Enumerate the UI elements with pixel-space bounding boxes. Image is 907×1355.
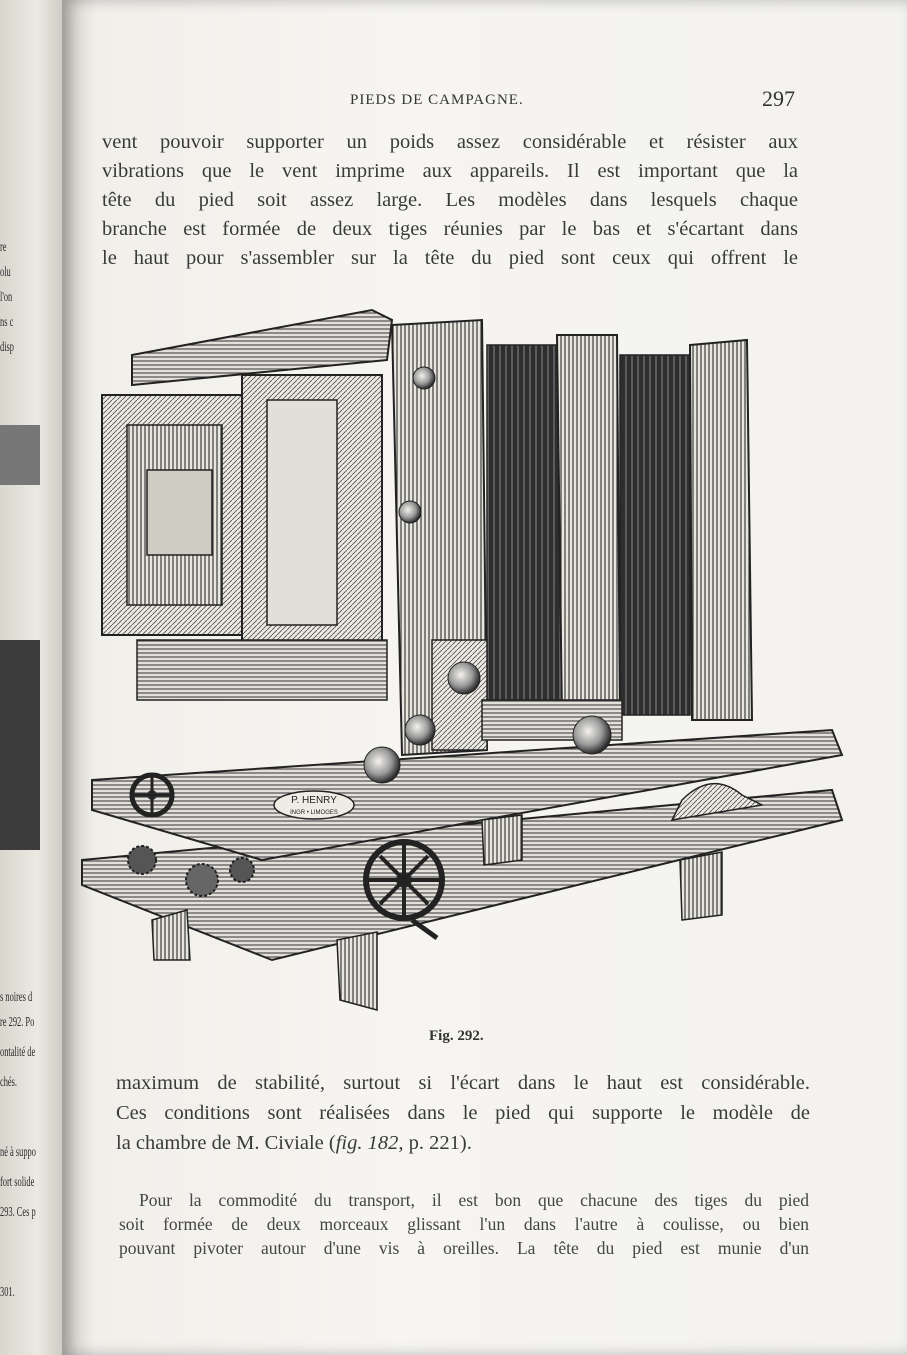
facing-text-fragment: 293. Ces p: [0, 1205, 36, 1220]
facing-illustration: [0, 425, 40, 485]
text-line: Ces conditions sont réalisées dans le pied qui supporte le modèle de: [116, 1102, 810, 1124]
facing-page-edge: [0, 0, 62, 1355]
facing-text-fragment: s noires d: [0, 990, 33, 1005]
rear-frame-top: [132, 310, 392, 385]
stand-leg: [482, 815, 522, 865]
text-line: vibrations que le vent imprime aux appareils. Il est important que la: [102, 160, 798, 182]
page-number: 297: [762, 86, 795, 111]
bellows: [620, 355, 690, 715]
paragraph-middle: [116, 1068, 810, 1158]
maker-plate: [274, 791, 354, 819]
facing-text-fragment: re 292. Po: [0, 1015, 35, 1030]
knob: [413, 367, 435, 389]
knob: [573, 716, 611, 754]
facing-text-fragment: disp: [0, 340, 15, 355]
text-line: vent pouvoir supporter un poids assez considérable et résister aux: [102, 131, 798, 153]
ground-glass: [267, 400, 337, 625]
knob: [364, 747, 400, 783]
front-frame: [690, 340, 752, 720]
facing-text-fragment: ontalité de: [0, 1045, 36, 1060]
facing-text-fragment: fort solide: [0, 1175, 35, 1190]
maker-plate-text: P. HENRY: [291, 795, 337, 806]
camera-engraving: [72, 300, 862, 1030]
text-line: pouvant pivoter autour d'une vis à oreilles. La tête du pied est munie d'un: [119, 1238, 809, 1258]
knob: [405, 715, 435, 745]
facing-text-fragment: l'on: [0, 290, 13, 305]
text-line: [116, 1128, 810, 1158]
knob: [399, 501, 421, 523]
maker-plate-subtext: INGR • LIMOGES: [290, 810, 338, 816]
facing-text-fragment: 301.: [0, 1285, 15, 1300]
middle-standard: [557, 335, 620, 720]
stand-leg: [152, 910, 190, 960]
stand-leg: [680, 852, 722, 920]
knob: [448, 662, 480, 694]
facing-text-fragment: re: [0, 240, 7, 255]
text-line: tête du pied soit assez large. Les modèles dans lesquels chaque: [102, 189, 798, 211]
stand-leg: [337, 932, 377, 1010]
running-title: PIEDS DE CAMPAGNE.: [350, 92, 524, 108]
figure-caption: Fig. 292.: [429, 1028, 484, 1044]
facing-text-fragment: olu: [0, 265, 11, 280]
text-line: le haut pour s'assembler sur la tête du pied sont ceux qui offrent le: [102, 247, 798, 269]
figure-reference: fig. 182: [335, 1132, 399, 1154]
text-line: Pour la commodité du transport, il est bon que chacune des tiges du pied: [139, 1190, 809, 1210]
text-segment: la chambre de M. Civiale (: [116, 1132, 336, 1154]
paragraph-bottom: [119, 1188, 809, 1260]
paragraph-top: [102, 128, 798, 273]
facing-illustration: [0, 640, 40, 850]
text-line: branche est formée de deux tiges réunies par le bas et s'écartant dans: [102, 218, 798, 240]
facing-text-fragment: chés.: [0, 1075, 18, 1090]
bellows: [487, 345, 562, 715]
hand-wheel-small: [132, 775, 172, 815]
text-segment: , p. 221).: [398, 1132, 472, 1154]
text-line: maximum de stabilité, surtout si l'écart dans le haut est considérable.: [116, 1072, 810, 1094]
facing-text-fragment: ns c: [0, 315, 14, 330]
text-line: soit formée de deux morceaux glissant l'un dans l'autre à coulisse, ou bien: [119, 1214, 809, 1234]
book-page: [62, 0, 907, 1355]
facing-text-fragment: né à suppo: [0, 1145, 36, 1160]
